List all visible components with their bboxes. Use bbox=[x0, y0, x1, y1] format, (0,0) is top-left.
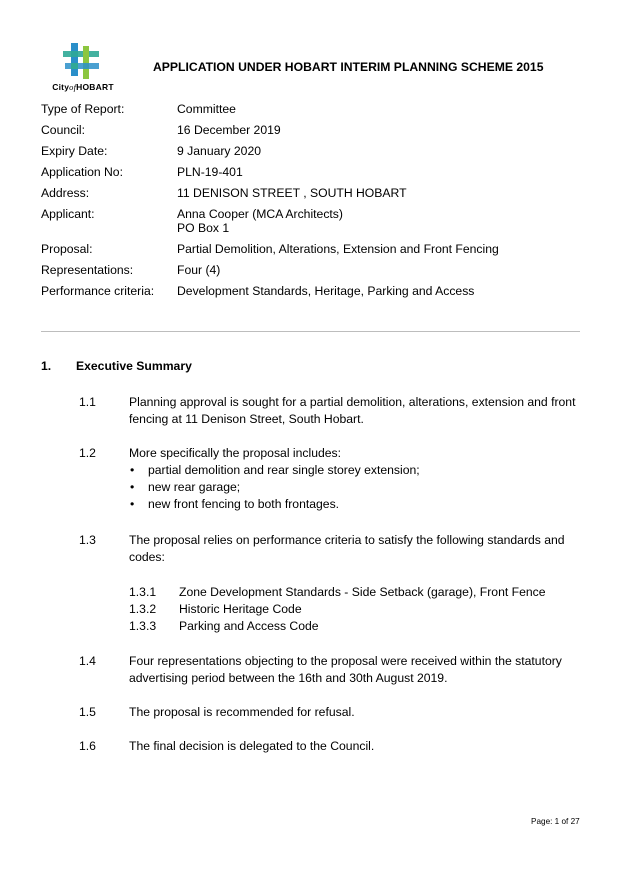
paragraph-text bbox=[129, 532, 579, 566]
detail-row-proposal bbox=[41, 242, 499, 256]
paragraph-text bbox=[129, 445, 579, 513]
detail-label: Address: bbox=[41, 186, 90, 200]
text-line: The proposal is recommended for refusal. bbox=[129, 705, 355, 719]
paragraph-text bbox=[129, 653, 579, 687]
detail-row-performance-criteria bbox=[41, 284, 499, 298]
detail-label: Performance criteria: bbox=[41, 284, 155, 298]
section-title: Executive Summary bbox=[76, 359, 192, 373]
paragraph-text bbox=[129, 738, 579, 755]
detail-row-expiry bbox=[41, 144, 499, 158]
paragraph-number: 1.2 bbox=[79, 446, 96, 460]
applicant-name: Anna Cooper (MCA Architects) bbox=[177, 207, 343, 221]
sub-item-number: 1.3.2 bbox=[129, 602, 157, 616]
detail-value: Four (4) bbox=[177, 263, 221, 277]
detail-value: 11 DENISON STREET , SOUTH HOBART bbox=[177, 186, 407, 200]
detail-value bbox=[177, 207, 343, 235]
detail-label: Representations: bbox=[41, 263, 134, 277]
document-title: APPLICATION UNDER HOBART INTERIM PLANNING SCHEME 2015 bbox=[153, 60, 544, 74]
detail-value: 16 December 2019 bbox=[177, 123, 281, 137]
sub-item-number: 1.3.1 bbox=[129, 585, 157, 599]
city-of-hobart-logo bbox=[44, 42, 122, 96]
detail-label: Type of Report: bbox=[41, 102, 125, 116]
application-details bbox=[41, 102, 499, 305]
list-item: • partial demolition and rear single storey extension; bbox=[129, 462, 579, 479]
section-divider bbox=[41, 331, 580, 332]
detail-label: Proposal: bbox=[41, 242, 93, 256]
list-item: • new rear garage; bbox=[129, 479, 579, 496]
detail-row-council bbox=[41, 123, 499, 137]
detail-row-application-no bbox=[41, 165, 499, 179]
list-item: • new front fencing to both frontages. bbox=[129, 496, 579, 513]
sub-item-number: 1.3.3 bbox=[129, 619, 157, 633]
paragraph-number: 1.4 bbox=[79, 654, 96, 668]
paragraph-number: 1.6 bbox=[79, 739, 96, 753]
sub-item-1-3-3 bbox=[129, 618, 319, 635]
detail-value: 9 January 2020 bbox=[177, 144, 262, 158]
sub-item-1-3-2 bbox=[129, 601, 302, 618]
paragraph-number: 1.1 bbox=[79, 395, 96, 409]
text-line: advertising period between the 16th and 30th August 2019. bbox=[129, 671, 448, 685]
logo-wordmark: CityofHOBART bbox=[52, 82, 114, 92]
detail-row-representations bbox=[41, 263, 499, 277]
text-line: fencing at 11 Denison Street, South Hobart. bbox=[129, 412, 364, 426]
detail-label: Council: bbox=[41, 123, 86, 137]
text-line: codes: bbox=[129, 550, 165, 564]
proposal-bullet-list bbox=[129, 462, 579, 513]
text-line: The final decision is delegated to the Council. bbox=[129, 739, 375, 753]
detail-label: Expiry Date: bbox=[41, 144, 108, 158]
detail-label: Applicant: bbox=[41, 207, 95, 221]
paragraph-number: 1.3 bbox=[79, 533, 96, 547]
paragraph-text bbox=[129, 394, 579, 428]
detail-row-type bbox=[41, 102, 499, 116]
sub-item-text: Historic Heritage Code bbox=[179, 602, 302, 616]
detail-value: Committee bbox=[177, 102, 236, 116]
detail-value: PLN-19-401 bbox=[177, 165, 243, 179]
detail-label: Application No: bbox=[41, 165, 123, 179]
section-number: 1. bbox=[41, 359, 52, 373]
text-line: More specifically the proposal includes: bbox=[129, 446, 342, 460]
sub-item-1-3-1 bbox=[129, 584, 546, 601]
detail-row-address bbox=[41, 186, 499, 200]
paragraph-number: 1.5 bbox=[79, 705, 96, 719]
detail-row-applicant bbox=[41, 207, 499, 235]
sub-item-text: Parking and Access Code bbox=[179, 619, 319, 633]
text-line: Four representations objecting to the proposal were received within the statutory bbox=[129, 654, 562, 668]
page-number: Page: 1 of 27 bbox=[531, 817, 580, 826]
text-line: The proposal relies on performance criteria to satisfy the following standards and bbox=[129, 533, 565, 547]
detail-value: Development Standards, Heritage, Parking and Access bbox=[177, 284, 475, 298]
detail-value: Partial Demolition, Alterations, Extension and Front Fencing bbox=[177, 242, 499, 256]
paragraph-text bbox=[129, 704, 579, 721]
text-line: Planning approval is sought for a partial demolition, alterations, extension and front bbox=[129, 395, 576, 409]
sub-item-text: Zone Development Standards - Side Setback (garage), Front Fence bbox=[179, 585, 546, 599]
section-heading bbox=[41, 359, 192, 373]
hobart-cross-icon bbox=[62, 42, 102, 80]
applicant-address: PO Box 1 bbox=[177, 221, 230, 235]
